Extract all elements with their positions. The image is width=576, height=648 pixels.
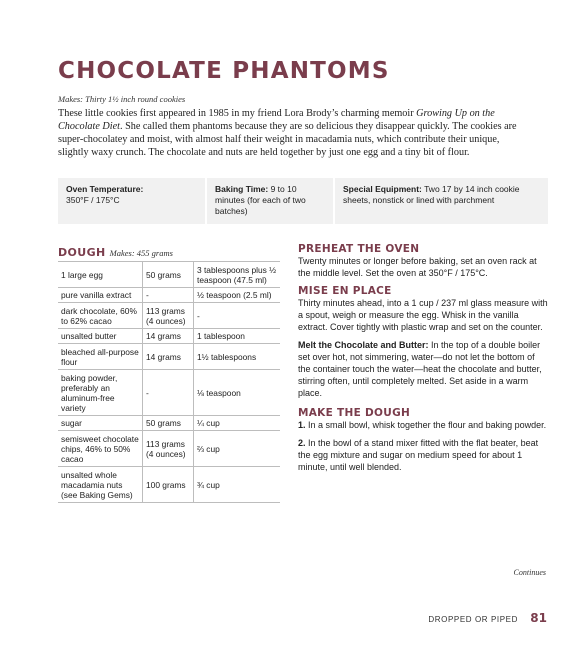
- table-row: [58, 431, 280, 467]
- table-row: [58, 370, 280, 416]
- ingredient-volume: ¼ cup: [194, 416, 281, 431]
- dough-heading: DOUGH: [58, 246, 106, 259]
- dough-header: [58, 243, 173, 261]
- table-row: [58, 262, 280, 288]
- step-number: 2.: [298, 438, 306, 448]
- melt-step-text: In the top of a double boiler set over hot, not simmering, water—do not let the bottom of the container touch the water—heat the chocolate and butter, stirring often, until completely melted. Set aside in a warm place.: [298, 340, 542, 398]
- special-equipment-value: Two 17 by 14 inch cookie sheets, nonstick or lined with parchment: [343, 184, 520, 205]
- ingredient-volume: -: [194, 303, 281, 329]
- ingredient-name: semisweet chocolate chips, 46% to 50% cacao: [58, 431, 143, 467]
- step-number: 1.: [298, 420, 306, 430]
- ingredient-grams: -: [143, 288, 194, 303]
- ingredient-volume: ⅔ cup: [194, 431, 281, 467]
- continues-note: Continues: [513, 568, 546, 577]
- ingredient-volume: ¾ cup: [194, 467, 281, 503]
- oven-temperature-value: 350°F / 175°C: [66, 195, 120, 205]
- oven-temperature-label: Oven Temperature:: [66, 184, 144, 194]
- ingredient-volume: 1 tablespoon: [194, 329, 281, 344]
- step-text: In a small bowl, whisk together the flour and baking powder.: [305, 420, 547, 430]
- dough-yield: Makes: 455 grams: [109, 248, 173, 258]
- table-row: [58, 344, 280, 370]
- ingredient-name: dark chocolate, 60% to 62% cacao: [58, 303, 143, 329]
- recipe-page: [58, 0, 548, 648]
- baking-time-value: 9 to 10 minutes (for each of two batches): [215, 184, 306, 216]
- recipe-info-bar: [58, 178, 548, 224]
- recipe-title: CHOCOLATE PHANTOMS: [58, 58, 390, 84]
- table-row: [58, 303, 280, 329]
- ingredient-volume: 3 tablespoons plus ½ teaspoon (47.5 ml): [194, 262, 281, 288]
- intro-book-title: Growing Up on the Chocolate Diet: [58, 108, 495, 132]
- ingredients-table: [58, 261, 280, 503]
- make-dough-heading: MAKE THE DOUGH: [298, 407, 411, 419]
- ingredient-grams: -: [143, 370, 194, 416]
- ingredient-grams: 50 grams: [143, 262, 194, 288]
- ingredient-grams: 50 grams: [143, 416, 194, 431]
- ingredient-name: 1 large egg: [58, 262, 143, 288]
- table-row: [58, 416, 280, 431]
- table-row: [58, 329, 280, 344]
- footer-section-title: DROPPED OR PIPED: [428, 615, 518, 624]
- preheat-heading: PREHEAT THE OVEN: [298, 243, 420, 255]
- recipe-yield: Makes: Thirty 1½ inch round cookies: [58, 94, 186, 104]
- ingredient-volume: ⅛ teaspoon: [194, 370, 281, 416]
- melt-step-label: Melt the Chocolate and Butter:: [298, 340, 429, 350]
- instructions-column: [298, 243, 548, 473]
- ingredient-name: pure vanilla extract: [58, 288, 143, 303]
- table-row: [58, 467, 280, 503]
- ingredient-volume: 1½ tablespoons: [194, 344, 281, 370]
- baking-time-info: [205, 178, 333, 224]
- mise-en-place-text: Thirty minutes ahead, into a 1 cup / 237 ml glass measure with a spout, weigh or measure the egg. Whisk in the vanilla extract. Cover tightly with plastic wrap and set on the counter.: [298, 298, 548, 332]
- ingredient-name: bleached all-purpose flour: [58, 344, 143, 370]
- ingredient-name: unsalted butter: [58, 329, 143, 344]
- ingredient-name: sugar: [58, 416, 143, 431]
- ingredient-name: unsalted whole macadamia nuts (see Baking Gems): [58, 467, 143, 503]
- step-text: In the bowl of a stand mixer fitted with the flat beater, beat the egg mixture and sugar on medium speed for about 1 minute, until well blended.: [298, 438, 539, 472]
- ingredient-volume: ½ teaspoon (2.5 ml): [194, 288, 281, 303]
- ingredient-grams: 113 grams (4 ounces): [143, 303, 194, 329]
- page-number: 81: [530, 611, 547, 625]
- intro-text-end: . She called them phantoms because they are so delicious they disappear quickly. The cookies are super-chocolatey and moist, with almost half their weight in macadamia nuts, which contribute their unique, slightly waxy crunch. The chocolate and nuts are held together by just one egg and a tiny bit of flour.: [58, 121, 517, 158]
- intro-text-start: These little cookies first appeared in 1985 in my friend Lora Brody’s charming memoir: [58, 108, 417, 119]
- dough-step-1: [298, 419, 548, 431]
- special-equipment-info: [333, 178, 548, 224]
- ingredient-grams: 14 grams: [143, 329, 194, 344]
- baking-time-label: Baking Time:: [215, 184, 269, 194]
- ingredient-grams: 100 grams: [143, 467, 194, 503]
- ingredient-grams: 14 grams: [143, 344, 194, 370]
- melt-step: [298, 339, 548, 399]
- dough-step-2: [298, 437, 548, 473]
- table-row: [58, 288, 280, 303]
- preheat-text: Twenty minutes or longer before baking, set an oven rack at the middle level. Set the oven at 350°F / 175°C.: [298, 256, 537, 278]
- ingredient-grams: 113 grams (4 ounces): [143, 431, 194, 467]
- oven-temperature-info: [58, 178, 205, 224]
- ingredient-name: baking powder, preferably an aluminum-free variety: [58, 370, 143, 416]
- recipe-intro: [58, 107, 528, 159]
- mise-en-place-heading: MISE EN PLACE: [298, 285, 392, 297]
- special-equipment-label: Special Equipment:: [343, 184, 422, 194]
